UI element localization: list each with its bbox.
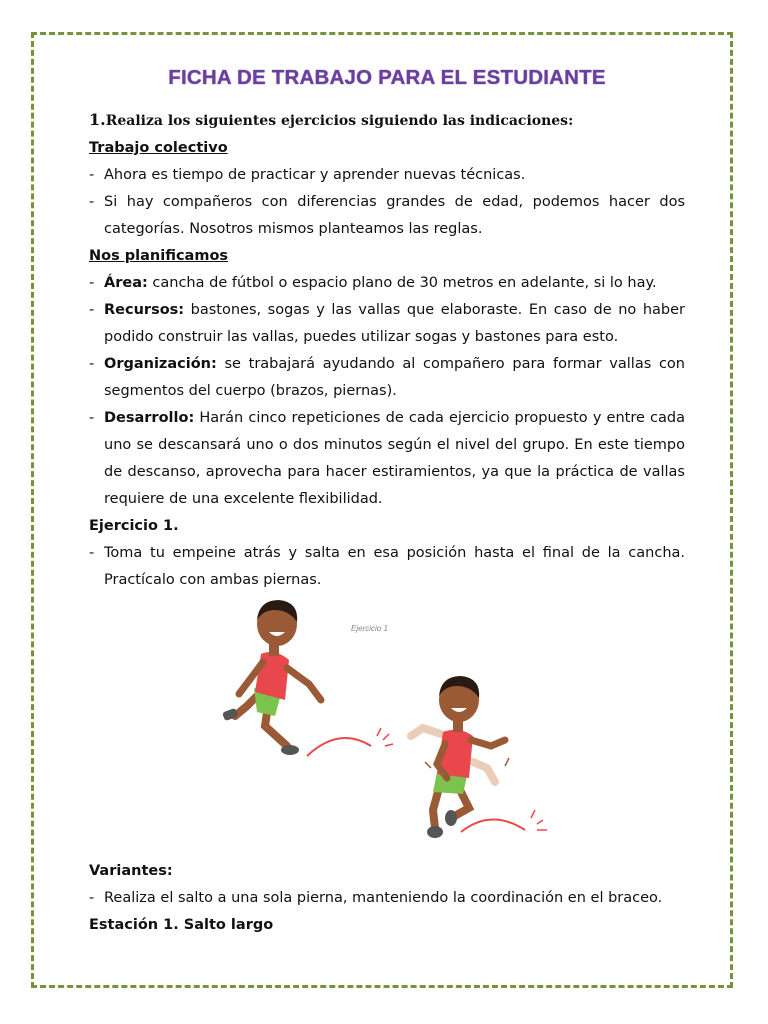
worksheet xyxy=(89,64,685,939)
list-item: - Recursos: bastones, sogas y las vallas que elaboraste. En caso de no haber podido construir las vallas, puedes utilizar sogas y bastones para esto. xyxy=(89,302,685,345)
section-heading-trabajo-colectivo: Trabajo colectivo xyxy=(89,140,228,156)
question-text: Realiza los siguientes ejercicios siguiendo las indicaciones: xyxy=(105,113,574,129)
boy-figure-1 xyxy=(222,600,321,755)
item-text: bastones, sogas y las vallas que elaboraste. En caso de no haber podido construir las vallas, puedes utilizar sogas y bastones para esto. xyxy=(104,302,685,345)
list-item-text: Ahora es tiempo de practicar y aprender nuevas técnicas. xyxy=(104,167,526,183)
list-item-text: Toma tu empeine atrás y salta en esa posición hasta el final de la cancha. Practícalo con ambas piernas. xyxy=(104,545,685,588)
item-text: se trabajará ayudando al compañero para formar vallas con segmentos del cuerpo (brazos, piernas). xyxy=(104,356,685,399)
section-heading-nos-planificamos: Nos planificamos xyxy=(89,248,229,264)
section-heading-ejercicio: Ejercicio 1. xyxy=(89,518,179,534)
exercise-illustration xyxy=(89,596,685,858)
item-label: Área: xyxy=(104,275,148,291)
list-item: - Toma tu empeine atrás y salta en esa posición hasta el final de la cancha. Practícalo con ambas piernas. xyxy=(89,540,685,594)
question-number: 1. xyxy=(89,110,106,129)
item-text: Harán cinco repeticiones de cada ejercicio propuesto y entre cada uno se descansará uno o dos minutos según el nivel del grupo. En este tiempo de descanso, aprovecha para hacer estiramientos, ya que la práctica de vallas requiere de una excelente flexibilidad. xyxy=(104,410,685,507)
list-item: - Organización: se trabajará ayudando al compañero para formar vallas con segmentos del cuerpo (brazos, piernas). xyxy=(89,356,685,399)
item-label: Recursos: xyxy=(104,302,185,318)
question-1 xyxy=(89,106,685,135)
item-label: Desarrollo: xyxy=(104,410,195,426)
page-title: FICHA DE TRABAJO PARA EL ESTUDIANTE xyxy=(168,66,606,89)
list-item-text: Si hay compañeros con diferencias grandes de edad, podemos hacer dos categorías. Nosotros mismos planteamos las reglas. xyxy=(104,194,685,237)
section-heading-variantes: Variantes: xyxy=(89,863,173,879)
list-item: - Si hay compañeros con diferencias grandes de edad, podemos hacer dos categorías. Nosotros mismos planteamos las reglas. xyxy=(89,189,685,243)
jumping-boys-illustration xyxy=(89,596,685,858)
list-item: - Ahora es tiempo de practicar y aprender nuevas técnicas. xyxy=(89,162,685,189)
station-heading: Estación 1. Salto largo xyxy=(89,917,274,933)
list-item-text: Realiza el salto a una sola pierna, manteniendo la coordinación en el braceo. xyxy=(104,890,663,906)
item-text: cancha de fútbol o espacio plano de 30 metros en adelante, si lo hay. xyxy=(147,275,657,291)
list-item: - Realiza el salto a una sola pierna, manteniendo la coordinación en el braceo. xyxy=(89,885,685,912)
item-label: Organización: xyxy=(104,356,217,372)
illustration-caption: Ejercicio 1 xyxy=(351,624,388,633)
list-item: - Desarrollo: Harán cinco repeticiones de cada ejercicio propuesto y entre cada uno se descansará uno o dos minutos según el nivel del grupo. En este tiempo de descanso, aprovecha para hacer estiramientos, ya que la práctica de vallas requiere de una excelente flexibilidad. xyxy=(89,410,685,507)
list-item: - Área: cancha de fútbol o espacio plano de 30 metros en adelante, si lo hay. xyxy=(89,275,657,291)
boy-figure-2 xyxy=(411,676,509,838)
